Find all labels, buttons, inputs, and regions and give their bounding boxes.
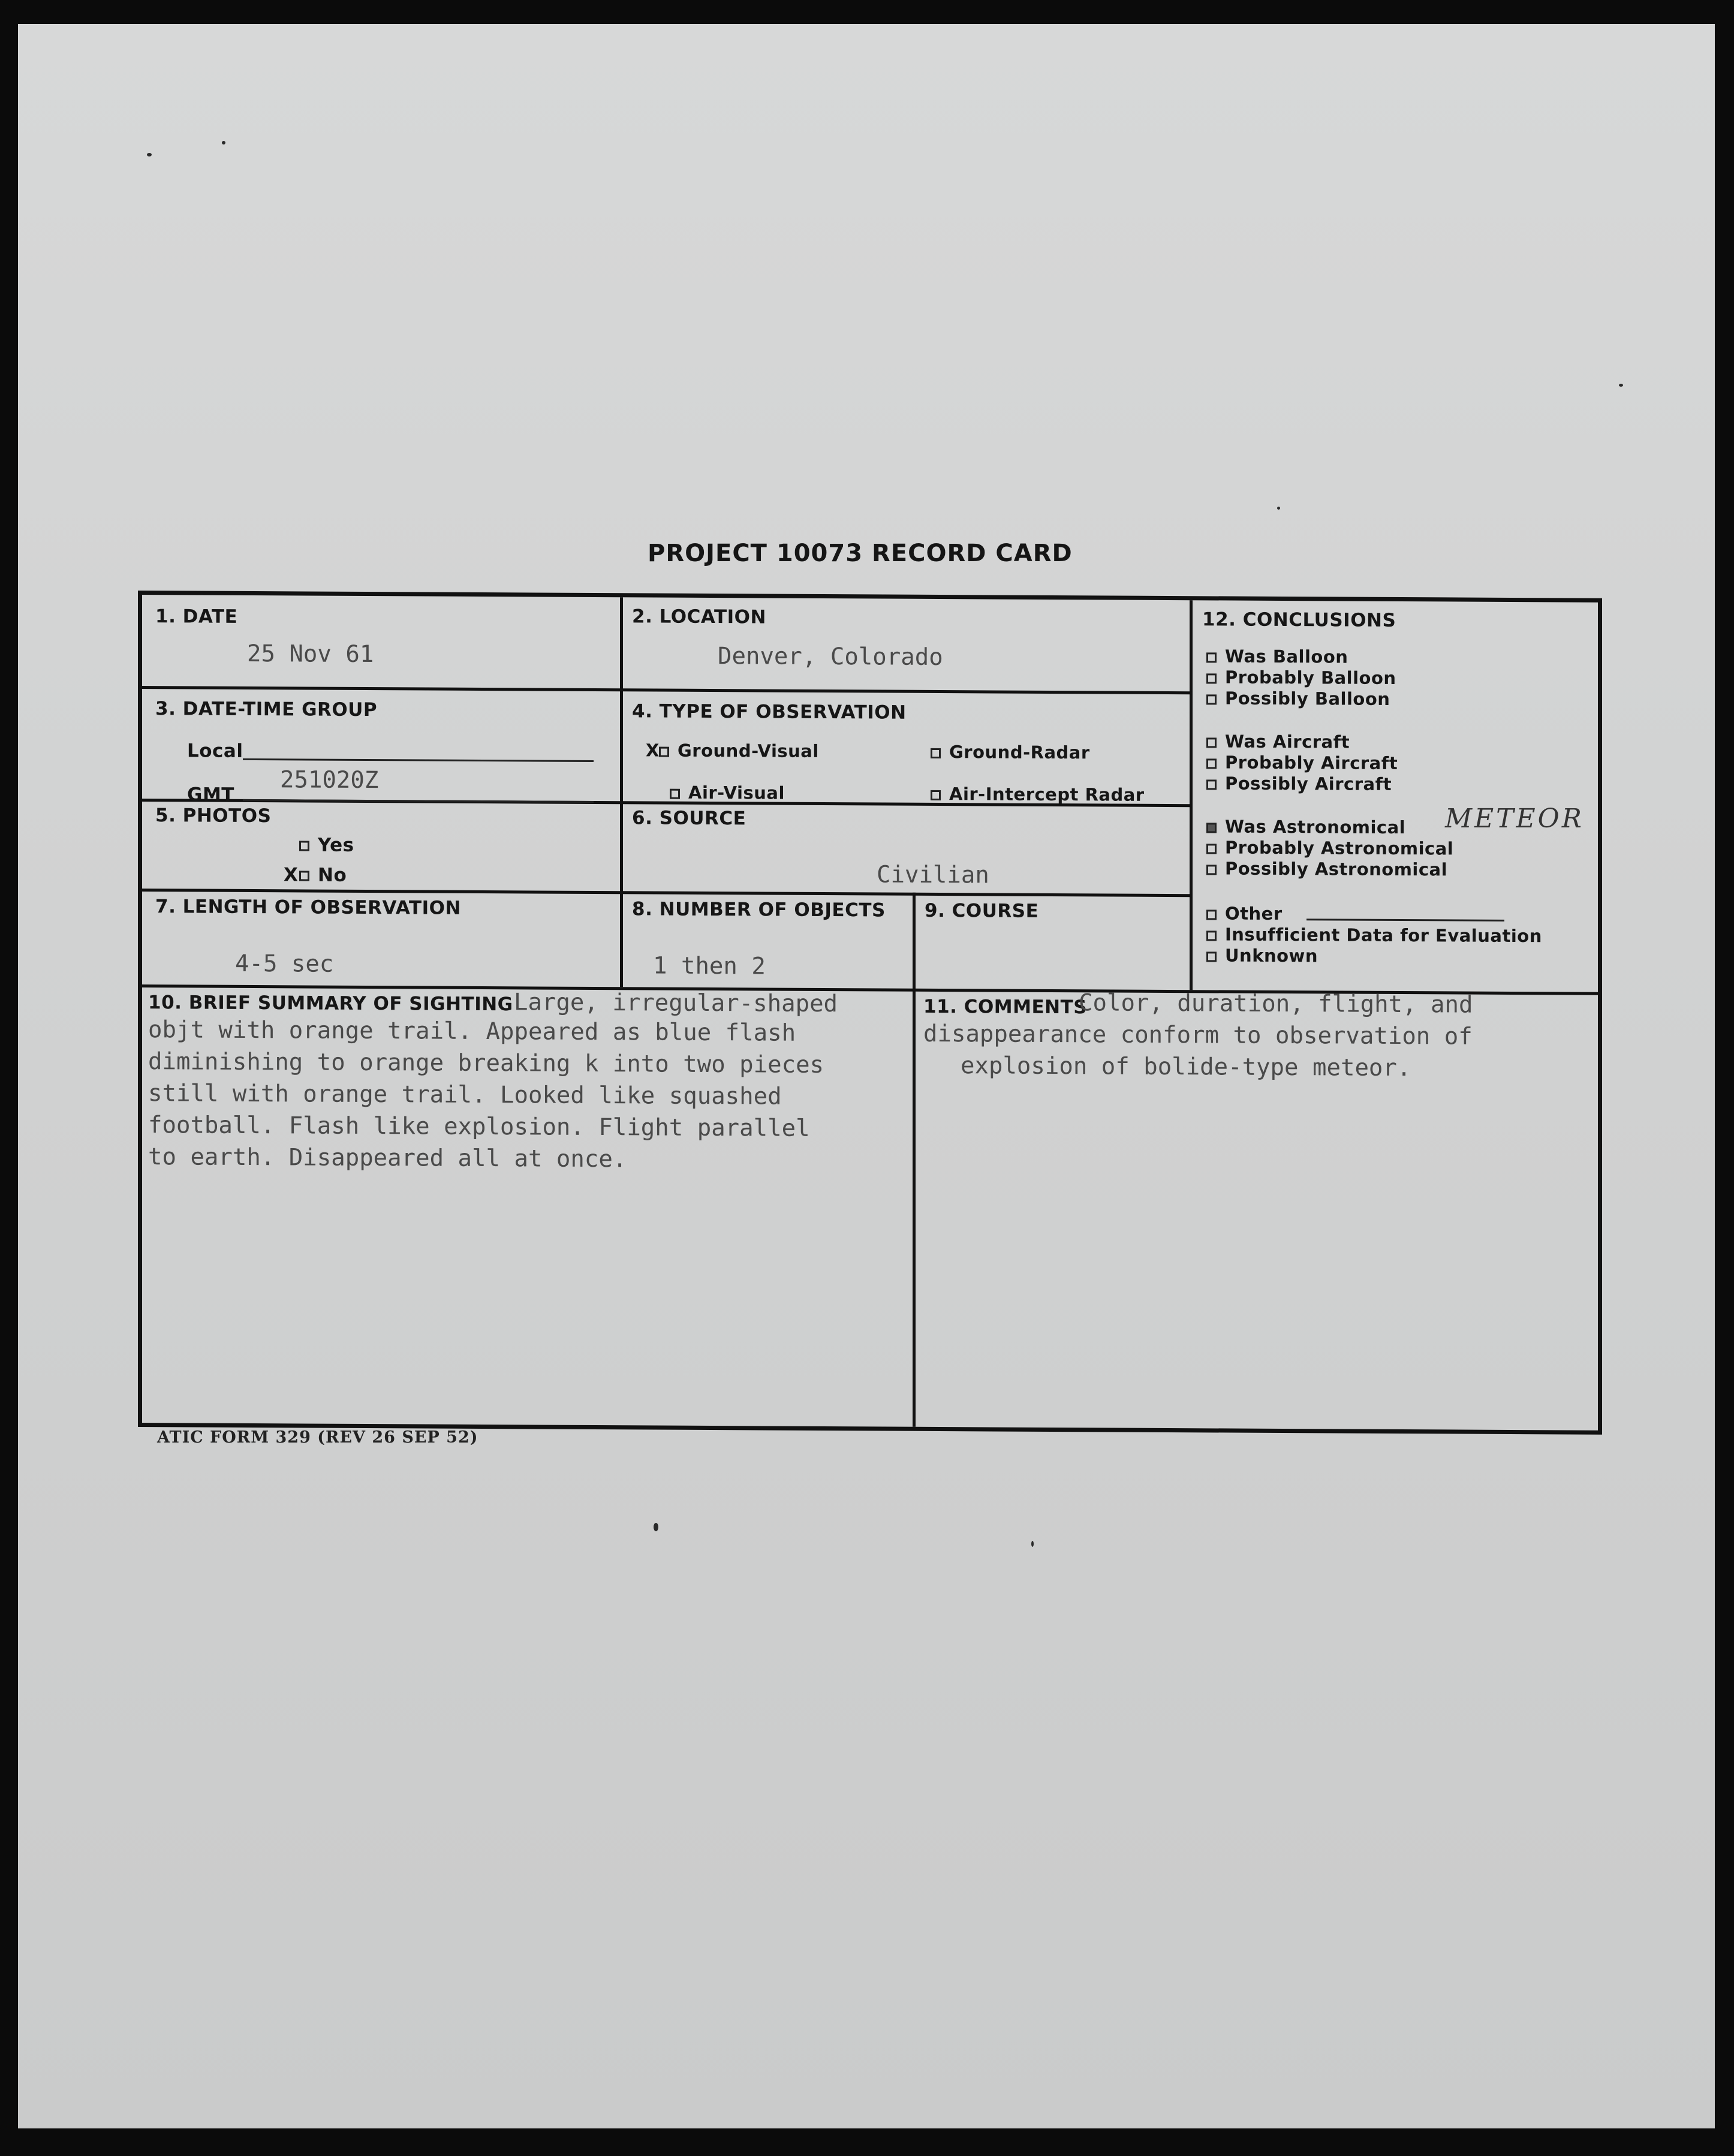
gmt-value: 251020Z [280,766,379,794]
checkbox [299,841,309,851]
length-of-observation-label: 7. LENGTH OF OBSERVATION [155,896,461,919]
checkbox [659,746,669,757]
date-time-group-label: 3. DATE-TIME GROUP [155,698,378,721]
length-of-observation-value: 4-5 sec [235,950,334,978]
photos-label: 5. PHOTOS [155,805,272,827]
grid-divider [1190,600,1193,990]
option-yes [299,834,354,856]
local-underline [243,758,594,762]
conclusion-item [1206,667,1396,688]
summary-line: still with orange trail. Looked like squashed [148,1080,782,1110]
number-of-objects-value: 1 then 2 [653,952,766,980]
local-label: Local [187,740,243,762]
conclusion-label: Possibly Astronomical [1225,858,1448,880]
grid-divider [913,893,916,1427]
conclusion-label: Possibly Aircraft [1225,773,1392,794]
grid-divider [142,889,1193,897]
grid-divider [142,686,1193,694]
check-mark: X [284,864,299,886]
conclusion-label: Probably Balloon [1225,667,1396,688]
conclusion-label: Probably Astronomical [1225,837,1454,859]
record-card [138,591,1602,1435]
comments-line: Color, duration, flight, and [1079,989,1473,1019]
dust-speck [147,153,152,156]
checkbox [1206,844,1217,854]
dust-speck [654,1523,658,1531]
type-of-observation-label: 4. TYPE OF OBSERVATION [632,700,907,724]
location-label: 2. LOCATION [632,606,766,628]
summary-line: diminishing to orange breaking k into two pieces [148,1048,824,1079]
conclusion-label: Was Balloon [1225,646,1348,667]
conclusion-item [1206,752,1398,773]
conclusion-item [1206,837,1453,859]
checkbox [1206,910,1217,920]
checkbox [1206,779,1217,790]
other-underline [1306,919,1504,922]
grid-divider [620,597,623,987]
conclusion-item [1206,858,1447,880]
conclusion-item-checked [1206,816,1405,838]
checkbox [1206,758,1217,769]
handwritten-note: METEOR [1445,803,1584,834]
summary-line: objt with orange trail. Appeared as blue flash [148,1016,796,1047]
date-label: 1. DATE [155,606,238,628]
option-ground-visual [646,740,819,761]
option-label: Ground-Visual [678,740,819,761]
checkbox [299,871,309,881]
option-ground-radar [931,742,1090,763]
conclusion-label: Unknown [1225,945,1318,966]
number-of-objects-label: 8. NUMBER OF OBJECTS [632,898,886,922]
checkbox [1206,652,1217,663]
gmt-label: GMT [187,784,234,806]
checkbox [1206,737,1217,748]
conclusion-label: Probably Aircraft [1225,752,1398,774]
option-label: Air-Visual [688,782,785,803]
checkbox [1206,931,1217,941]
conclusion-item [1206,646,1348,667]
conclusion-item [1206,773,1392,794]
source-value: Civilian [877,861,989,889]
check-mark: X [646,740,660,761]
dust-speck [1277,507,1280,510]
comments-line: explosion of bolide-type meteor. [961,1052,1411,1082]
comments-line: disappearance conform to observation of [923,1020,1473,1050]
checkbox [931,748,941,758]
summary-line: to earth. Disappeared all at once. [148,1143,627,1173]
summary-label: 10. BRIEF SUMMARY OF SIGHTING [148,992,513,1016]
conclusion-label: Was Aircraft [1225,731,1350,752]
conclusion-item [1206,903,1283,924]
conclusion-item [1206,924,1542,946]
card-title: PROJECT 10073 RECORD CARD [648,540,1073,567]
source-label: 6. SOURCE [632,807,746,830]
summary-line: football. Flash like explosion. Flight parallel [148,1112,810,1142]
conclusions-label: 12. CONCLUSIONS [1202,609,1396,631]
option-label: No [318,864,347,886]
form-number: ATIC FORM 329 (REV 26 SEP 52) [157,1428,478,1447]
checkbox [1206,694,1217,704]
dust-speck [222,141,225,144]
option-label: Ground-Radar [949,742,1090,763]
conclusion-label: Possibly Balloon [1225,688,1390,709]
date-value: 25 Nov 61 [247,640,374,669]
course-label: 9. COURSE [925,899,1039,922]
option-label: Yes [318,834,354,856]
location-value: Denver, Colorado [718,643,943,672]
conclusion-label: Insufficient Data for Evaluation [1225,924,1542,947]
checkbox [1206,951,1217,962]
option-air-intercept-radar [931,784,1145,805]
option-label: Air-Intercept Radar [949,784,1145,805]
dust-speck [1619,384,1623,387]
option-no [284,864,347,886]
conclusion-item [1206,688,1390,709]
conclusion-label: Was Astronomical [1225,816,1406,838]
conclusion-item [1206,945,1318,966]
summary-line: Large, irregular-shaped [514,989,838,1018]
conclusion-item [1206,731,1350,752]
checkbox [1206,673,1217,683]
option-air-visual [670,782,785,803]
checkbox [931,790,941,800]
checkbox [1206,865,1217,875]
checkbox-checked [1206,823,1217,833]
comments-label: 11. COMMENTS [923,995,1088,1019]
checkbox [670,788,680,799]
dust-speck [1031,1541,1034,1547]
conclusion-label: Other [1225,903,1283,924]
